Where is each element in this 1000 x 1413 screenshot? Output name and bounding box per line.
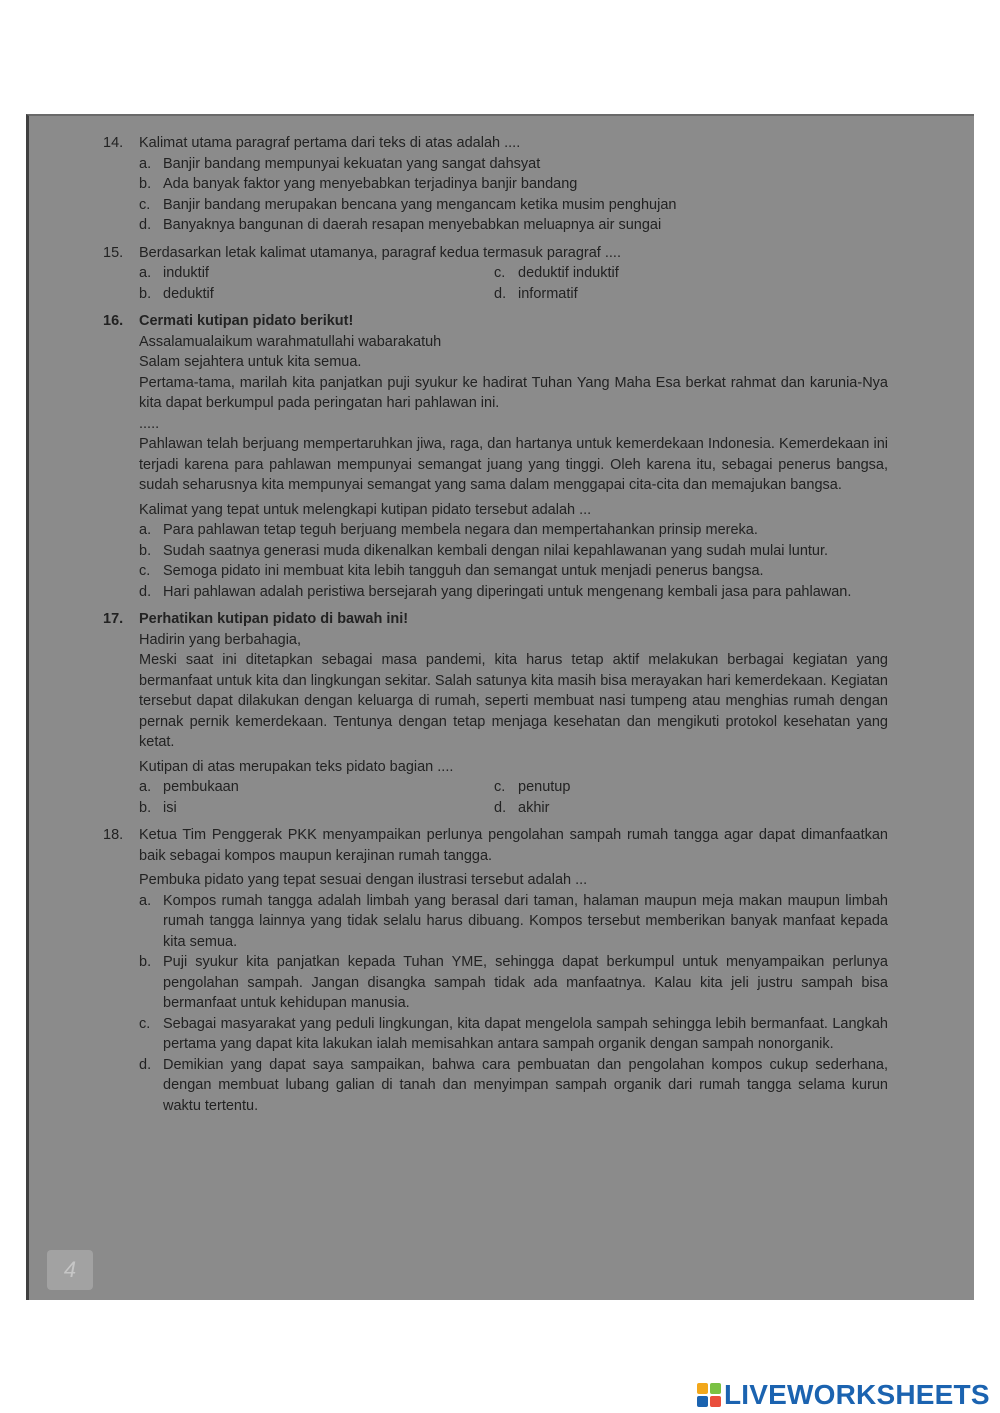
speech-paragraph: Pertama-tama, marilah kita panjatkan puji syukur ke hadirat Tuhan Yang Maha Esa berkat rahmat dan karunia-Nya kita dapat berkumpul pada peringatan hari pahlawan ini. [139, 374, 888, 411]
speech-paragraph: Pahlawan telah berjuang mempertaruhkan jiwa, raga, dan hartanya untuk kemerdekaan Indonesia. Kemerdekaan ini terjadi karena para pahlawan mempunyai semangat juang yang tinggi. Oleh karena itu, sebagai penerus bangsa, sudah seharusnya kita mempunyai semangat yang sama dalam menggapai cita-cita dan memajukan bangsa. [139, 436, 888, 493]
question-stem: Perhatikan kutipan pidato di bawah ini! [139, 611, 409, 627]
option-c[interactable]: c. Sebagai masyarakat yang peduli lingkungan, kita dapat mengelola sampah sehingga lebih bermanfaat. Langkah pertama yang dapat kita lakukan ialah memisahkan antara sampah organik dengan sampah nonorganik. [139, 1015, 888, 1052]
option-b[interactable]: b. isi [139, 799, 177, 816]
speech-line: Salam sejahtera untuk kita semua. [139, 354, 362, 370]
page-number-badge: 4 [47, 1250, 93, 1290]
option-d[interactable]: d. akhir [494, 799, 550, 816]
option-d[interactable]: d. informatif [494, 285, 578, 302]
option-b[interactable]: b. Sudah saatnya generasi muda dikenalkan kembali dengan nilai kepahlawanan yang sudah mulai luntur. [139, 542, 829, 559]
question-17 [103, 609, 888, 818]
option-c[interactable]: c. penutup [494, 779, 571, 795]
option-a[interactable]: a. induktif [139, 265, 209, 281]
question-number: 16. [103, 313, 124, 329]
question-18 [103, 825, 888, 1116]
option-b[interactable]: b. Puji syukur kita panjatkan kepada Tuhan YME, sehingga dapat berkumpul untuk menyampaikan perlunya pengolahan sampah. Jangan disangka sampah tidak ada manfaatnya. Kalau kita jeli justru sampah bisa bermanfaat untuk kehidupan manusia. [139, 954, 888, 1011]
question-16 [103, 311, 888, 602]
speech-ellipsis: ..... [139, 415, 160, 432]
option-a[interactable]: a. Kompos rumah tangga adalah limbah yang berasal dari taman, halaman maupun meja makan maupun limbah rumah tangga lainnya yang tidak selalu harus dibuang. Kompos tersebut memberikan banyak manfaat kepada kita semua. [139, 892, 888, 950]
speech-paragraph: Meski saat ini ditetapkan sebagai masa pandemi, kita harus tetap aktif melakukan berbagai kegiatan yang bermanfaat untuk kita dan lingkungan sekitar. Salah satunya kita masih bisa merayakan hari kemerdekaan. Kegiatan tersebut dapat dilakukan dengan keluarga di rumah, seperti membuat nasi tumpeng atau menghias rumah dengan pernak pernik kemerdekaan. Tentunya dengan tetap menjaga kesehatan dan mengikuti protokol kesehatan yang ketat. [139, 652, 888, 750]
question-prompt: Pembuka pidato yang tepat sesuai dengan ilustrasi tersebut adalah ... [139, 872, 588, 888]
question-number: 17. [103, 611, 124, 627]
question-stem: Kalimat utama paragraf pertama dari teks di atas adalah .... [139, 135, 521, 151]
liveworksheets-logo[interactable] [697, 1379, 990, 1411]
option-b[interactable]: b. Ada banyak faktor yang menyebabkan terjadinya banjir bandang [139, 176, 578, 192]
option-a[interactable]: a. Para pahlawan tetap teguh berjuang membela negara dan mempertahankan prinsip mereka. [139, 522, 758, 538]
question-stem: Berdasarkan letak kalimat utamanya, paragraf kedua termasuk paragraf .... [139, 244, 621, 261]
option-d[interactable]: d. Hari pahlawan adalah peristiwa bersejarah yang diperingati untuk mengenang kembali jasa para pahlawan. [139, 583, 852, 600]
speech-line: Hadirin yang berbahagia, [139, 631, 302, 648]
worksheet-content [103, 133, 888, 1123]
question-prompt: Kalimat yang tepat untuk melengkapi kutipan pidato tersebut adalah ... [139, 501, 592, 518]
question-14 [103, 133, 888, 236]
option-a[interactable]: a. pembukaan [139, 779, 239, 795]
liveworksheets-logo-icon [697, 1383, 721, 1407]
brand-name: LIVEWORKSHEETS [724, 1379, 990, 1410]
question-number: 14. [103, 135, 124, 151]
speech-line: Assalamualaikum warahmatullahi wabarakatuh [139, 333, 442, 350]
option-d[interactable]: d. Banyaknya bangunan di daerah resapan menyebabkan meluapnya air sungai [139, 217, 662, 233]
option-c[interactable]: c. Semoga pidato ini membuat kita lebih tangguh dan semangat untuk menjadi penerus bangsa. [139, 563, 764, 579]
question-prompt: Kutipan di atas merupakan teks pidato bagian .... [139, 758, 454, 775]
option-b[interactable]: b. deduktif [139, 285, 214, 302]
option-a[interactable]: a. Banjir bandang mempunyai kekuatan yang sangat dahsyat [139, 155, 541, 172]
option-d[interactable]: d. Demikian yang dapat saya sampaikan, bahwa cara pembuatan dan pengolahan kompos cukup sederhana, dengan membuat lubang galian di tanah dan menyimpan sampah organik dari rumah tangga selama kurun waktu tertentu. [139, 1056, 888, 1114]
question-number: 18. [103, 827, 124, 843]
scanned-page [26, 114, 974, 1300]
question-number: 15. [103, 244, 124, 261]
question-stem: Ketua Tim Penggerak PKK menyampaikan perlunya pengolahan sampah rumah tangga agar dapat dimanfaatkan baik sebagai kompos maupun kerajinan rumah tangga. [139, 827, 888, 864]
question-stem: Cermati kutipan pidato berikut! [139, 313, 354, 329]
option-c[interactable]: c. Banjir bandang merupakan bencana yang mengancam ketika musim penghujan [139, 196, 677, 213]
option-c[interactable]: c. deduktif induktif [494, 265, 619, 281]
question-15 [103, 243, 888, 305]
